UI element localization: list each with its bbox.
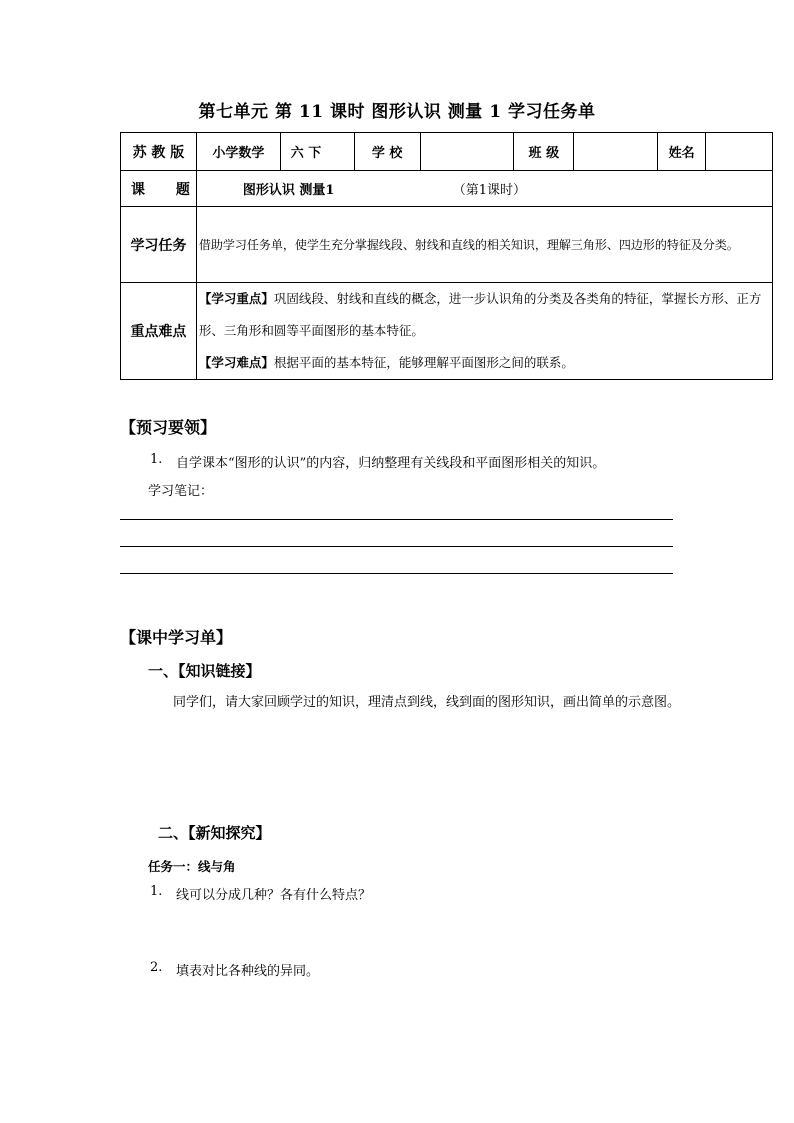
class-field[interactable] bbox=[574, 133, 658, 171]
explore-heading: 二、【新知探究】 bbox=[158, 824, 271, 842]
info-table bbox=[120, 132, 773, 380]
info-row bbox=[121, 133, 773, 171]
topic-row bbox=[121, 171, 773, 207]
focus-cell bbox=[196, 283, 772, 380]
subject-cell: 小学数学 bbox=[196, 133, 280, 171]
name-label: 姓名 bbox=[658, 133, 706, 171]
difficult-point bbox=[199, 347, 772, 379]
topic-text: 图形认识 测量1 bbox=[242, 183, 335, 198]
focus-row bbox=[121, 283, 773, 380]
preview-item-text: 自学课本“图形的认识”的内容，归纳整理有关线段和平面图形相关的知识。 bbox=[176, 456, 606, 471]
notes-line-3[interactable] bbox=[120, 573, 673, 574]
task1-label: 任务一：线与角 bbox=[148, 859, 236, 874]
notes-line-2[interactable] bbox=[120, 546, 673, 547]
grade-cell: 六 下 bbox=[280, 133, 354, 171]
task-label: 学习任务 bbox=[121, 207, 197, 283]
page-title: 第七单元 第 11 课时 图形认识 测量 1 学习任务单 bbox=[198, 102, 596, 122]
notes-label: 学习笔记： bbox=[148, 484, 214, 499]
key-point bbox=[199, 283, 772, 347]
focus-label: 重点难点 bbox=[121, 283, 197, 380]
topic-cell bbox=[196, 171, 772, 207]
task-row bbox=[121, 207, 773, 283]
q1-number: 1. bbox=[150, 884, 163, 899]
class-sheet-heading: 【课中学习单】 bbox=[120, 628, 233, 647]
difficult-label: 【学习难点】 bbox=[198, 355, 274, 370]
notes-line-1[interactable] bbox=[120, 519, 673, 520]
task-text: 借助学习任务单，使学生充分掌握线段、射线和直线的相关知识，理解三角形、四边形的特征及分类。 bbox=[196, 207, 772, 283]
preview-heading: 【预习要领】 bbox=[120, 418, 217, 437]
name-field[interactable] bbox=[706, 133, 773, 171]
class-label: 班 级 bbox=[514, 133, 574, 171]
knowledge-link-text: 同学们，请大家回顾学过的知识，理清点到线，线到面的图形知识，画出简单的示意图。 bbox=[173, 695, 681, 710]
period-text: （第1课时） bbox=[452, 183, 527, 198]
q2-number: 2. bbox=[150, 960, 163, 975]
topic-label: 课 题 bbox=[121, 171, 197, 207]
key-label: 【学习重点】 bbox=[198, 291, 274, 306]
edition-cell: 苏 教 版 bbox=[121, 133, 197, 171]
school-field[interactable] bbox=[420, 133, 514, 171]
difficult-text: 根据平面的基本特征，能够理解平面图形之间的联系。 bbox=[273, 355, 574, 370]
q1-text: 线可以分成几种？各有什么特点？ bbox=[176, 888, 372, 903]
key-text: 巩固线段、射线和直线的概念，进一步认识角的分类及各类角的特征，掌握长方形、正方形、三角形和圆等平面图形的基本特征。 bbox=[198, 291, 762, 338]
knowledge-link-heading: 一、【知识链接】 bbox=[148, 662, 261, 680]
q2-text: 填表对比各种线的异同。 bbox=[176, 964, 320, 979]
preview-item-number: 1. bbox=[150, 452, 163, 467]
school-label: 学 校 bbox=[354, 133, 420, 171]
